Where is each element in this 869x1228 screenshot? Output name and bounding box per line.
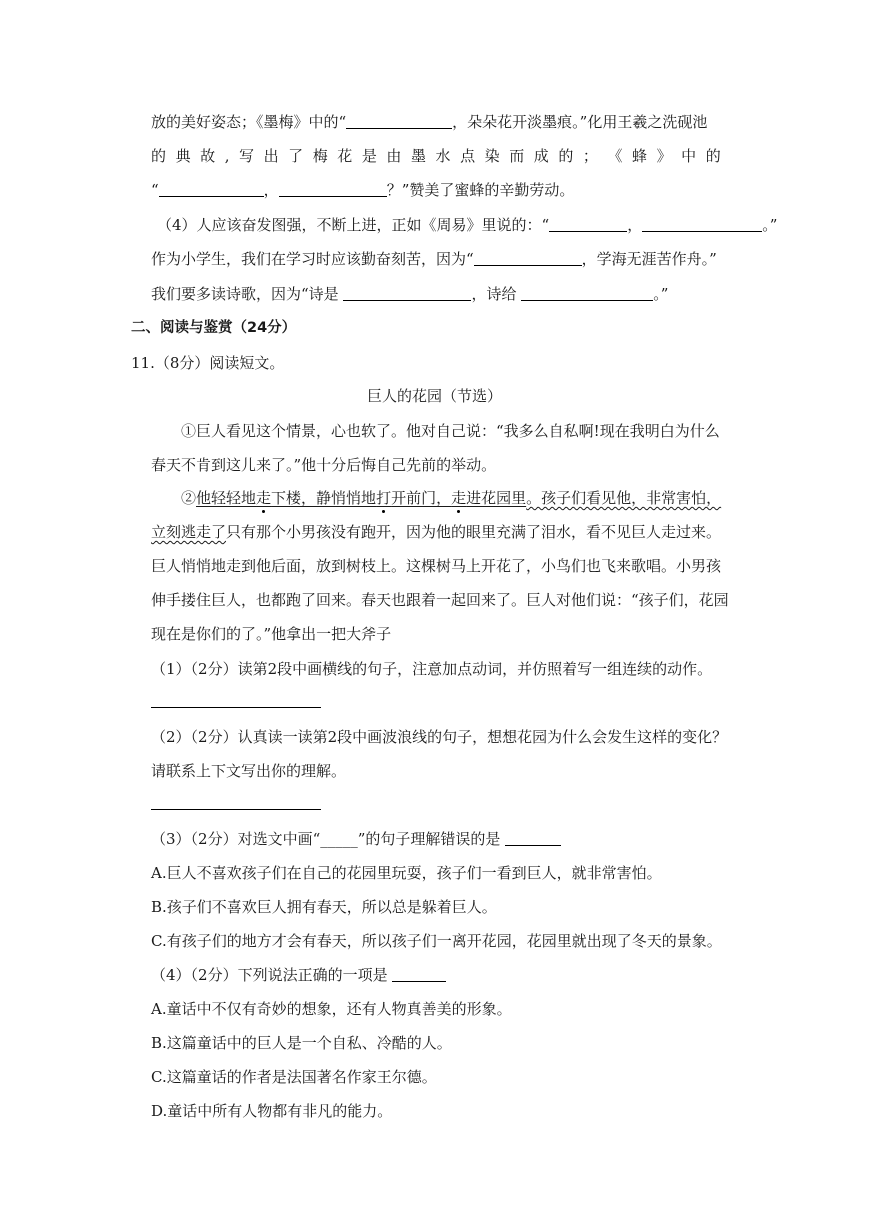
dotted-verb: 打: [376, 489, 392, 507]
justified-char: 而: [509, 147, 525, 165]
option-c[interactable]: C.有孩子们的地方才会有春天，所以孩子们一离开花园，花园里就出现了冬天的景象。: [151, 932, 722, 950]
poem-line-3-text-a: “: [151, 181, 159, 199]
underlined-text: 进花园里: [466, 489, 527, 507]
answer-blank[interactable]: [343, 284, 471, 301]
answer-blank[interactable]: [474, 249, 582, 266]
wavy-sentence-part-2: 立刻逃走了: [151, 523, 227, 541]
sub-question-3-text-b: ”的句子理解错误的是: [357, 830, 501, 848]
study-text-b: ，学海无涯苦作舟。”: [581, 250, 717, 268]
justified-char: 故: [200, 147, 216, 165]
poem-line-3-text-b: ，: [263, 181, 279, 199]
justified-char: 水: [435, 147, 451, 165]
sub-question-3-text-a: （3）（2分）对选文中画“: [151, 830, 321, 848]
study-line: [151, 249, 717, 269]
answer-blank[interactable]: [521, 284, 653, 301]
underlined-text: 下楼，静悄悄地: [271, 489, 377, 507]
passage-p2-line-1: [181, 488, 721, 508]
justified-char: ；: [582, 147, 598, 165]
justified-char: 的: [151, 147, 167, 165]
passage-p1-line-2: 春天不肯到这儿来了。”他十分后悔自己先前的举动。: [151, 456, 497, 474]
answer-blank[interactable]: [549, 215, 627, 232]
question-11-intro: 11.（8分）阅读短文。: [131, 354, 285, 372]
justified-char: 《: [607, 147, 623, 165]
dotted-verb: 走: [451, 489, 467, 507]
answer-line[interactable]: [151, 809, 321, 810]
poetry-line: [151, 284, 668, 304]
justified-char: 梅: [312, 147, 328, 165]
passage-p2-line-4: 伸手搂住巨人，也都跑了回来。春天也跟着一起回来了。巨人对他们说：“孩子们，花园: [151, 591, 729, 609]
passage-title: 巨人的花园（节选）: [366, 387, 502, 405]
poem-line-1: [151, 112, 707, 132]
justified-char: 是: [361, 147, 377, 165]
question-4-text-a: （4）人应该奋发图强，不断上进，正如《周易》里说的：“: [157, 216, 550, 234]
poetry-text-a: 我们要多读诗歌，因为“诗是: [151, 285, 339, 303]
option-a[interactable]: A.童话中不仅有奇妙的想象，还有人物真善美的形象。: [151, 1000, 512, 1018]
justified-char: 花: [337, 147, 353, 165]
answer-blank[interactable]: [505, 829, 561, 846]
answer-line[interactable]: [151, 707, 321, 708]
sub-question-2-line-1: （2）（2分）认真读一读第2段中画波浪线的句子，想想花园为什么会发生这样的变化？: [151, 728, 728, 746]
option-d[interactable]: D.童话中所有人物都有非凡的能力。: [151, 1102, 393, 1120]
paragraph-mark: ②: [181, 489, 197, 507]
justified-char: 由: [386, 147, 402, 165]
sub-question-4: [151, 965, 446, 985]
justified-char: 墨: [410, 147, 426, 165]
wavy-sentence-part-1: 。孩子们看见他，非常害怕，: [526, 489, 722, 507]
poem-line-3-text-c: ？”赞美了蜜蜂的辛勤劳动。: [386, 181, 575, 199]
justified-char: ,: [224, 147, 230, 165]
poetry-text-c: 。”: [653, 285, 669, 303]
sub-question-3: [151, 829, 561, 849]
underlined-sentence: [196, 489, 526, 507]
justified-char: 蜂: [632, 147, 648, 165]
question-4-line: [157, 215, 777, 235]
poetry-text-b: ，诗给: [471, 285, 517, 303]
underlined-text: 他轻轻地: [196, 489, 257, 507]
option-b[interactable]: B.这篇童话中的巨人是一个自私、冷酷的人。: [151, 1034, 452, 1052]
question-4-text-b: ，: [627, 216, 643, 234]
justified-char: 的: [558, 147, 574, 165]
answer-blank[interactable]: [279, 180, 387, 197]
justified-char: 》: [656, 147, 672, 165]
passage-p2-line-5: 现在是你们的了。”他拿出一把大斧子: [151, 625, 392, 643]
section-heading: 二、阅读与鉴赏（24分）: [131, 320, 297, 336]
dotted-verb: 走: [256, 489, 272, 507]
study-text-a: 作为小学生，我们在学习时应该勤奋刻苦，因为“: [151, 250, 474, 268]
passage-text: 只有那个小男孩没有跑开，因为他的眼里充满了泪水，看不见巨人走过来。: [226, 523, 722, 541]
option-b[interactable]: B.孩子们不喜欢巨人拥有春天，所以总是躲着巨人。: [151, 898, 497, 916]
justified-char: 中: [681, 147, 697, 165]
justified-char: 成: [533, 147, 549, 165]
poem-line-1-text-a: 放的美好姿态；《墨梅》中的“: [151, 113, 347, 131]
answer-blank[interactable]: [392, 965, 446, 982]
justified-char: 了: [288, 147, 304, 165]
justified-char: 典: [175, 147, 191, 165]
justified-char: 点: [460, 147, 476, 165]
underline-mark: _____: [320, 830, 358, 848]
option-a[interactable]: A.巨人不喜欢孩子们在自己的花园里玩耍，孩子们一看到巨人，就非常害怕。: [151, 864, 662, 882]
sub-question-2-line-2: 请联系上下文写出你的理解。: [151, 762, 347, 780]
answer-blank[interactable]: [346, 112, 452, 129]
option-c[interactable]: C.这篇童话的作者是法国著名作家王尔德。: [151, 1068, 437, 1086]
sub-question-1: （1）（2分）读第2段中画横线的句子，注意加点动词，并仿照着写一组连续的动作。: [151, 660, 713, 678]
answer-blank[interactable]: [642, 215, 762, 232]
passage-p2-line-2: [151, 522, 721, 542]
justified-char: 写: [239, 147, 255, 165]
poem-line-2: [151, 146, 721, 166]
justified-char: 染: [484, 147, 500, 165]
sub-question-4-text: （4）（2分）下列说法正确的一项是: [151, 966, 388, 984]
justified-char: 出: [263, 147, 279, 165]
question-4-text-c: 。”: [762, 216, 778, 234]
poem-line-1-text-b: ，朵朵花开淡墨痕。”化用王羲之洗砚池: [452, 113, 708, 131]
poem-line-3: [151, 180, 574, 200]
answer-blank[interactable]: [159, 180, 264, 197]
justified-char: 的: [705, 147, 721, 165]
passage-p2-line-3: 巨人悄悄地走到他后面，放到树枝上。这棵树马上开花了，小鸟们也飞来歌唱。小男孩: [151, 557, 722, 575]
passage-p1-line-1: ①巨人看见这个情景，心也软了。他对自己说：“我多么自私啊!现在我明白为什么: [181, 422, 720, 440]
underlined-text: 开前门，: [391, 489, 452, 507]
